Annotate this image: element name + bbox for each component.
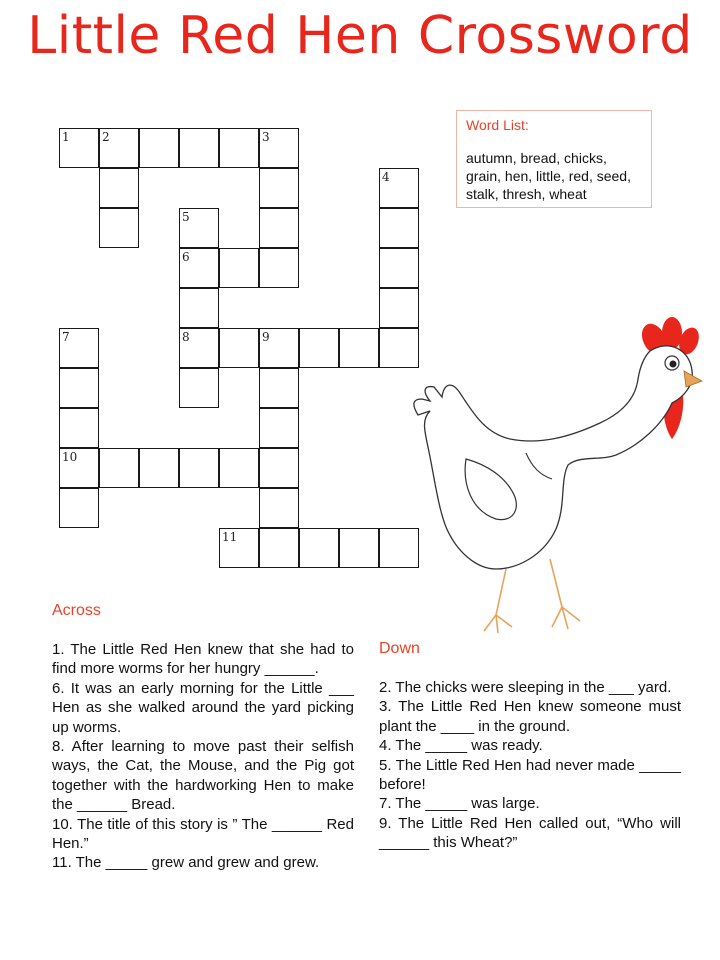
grid-cell[interactable] bbox=[99, 168, 139, 208]
grid-cell[interactable] bbox=[59, 368, 99, 408]
grid-cell[interactable] bbox=[99, 208, 139, 248]
down-clue: 5. The Little Red Hen had never made _____ before! bbox=[379, 756, 681, 794]
across-clue: 11. The _____ grew and grew and grew. bbox=[52, 854, 320, 872]
hen-legs-icon bbox=[484, 559, 580, 633]
grid-cell[interactable] bbox=[379, 248, 419, 288]
clue-number: 7 bbox=[62, 330, 70, 344]
clue-number: 6 bbox=[182, 250, 190, 264]
clue-number: 9 bbox=[262, 330, 270, 344]
grid-cell[interactable] bbox=[179, 368, 219, 408]
hen-illustration bbox=[400, 315, 720, 645]
hen-body-icon bbox=[414, 346, 692, 569]
grid-cell[interactable] bbox=[259, 448, 299, 488]
grid-cell[interactable] bbox=[99, 128, 139, 168]
grid-cell[interactable] bbox=[59, 488, 99, 528]
grid-cell[interactable] bbox=[59, 328, 99, 368]
grid-cell[interactable] bbox=[379, 168, 419, 208]
down-clue: 3. The Little Red Hen knew someone must plant the ____ in the ground. bbox=[379, 698, 681, 735]
word-list-heading: Word List: bbox=[466, 117, 529, 133]
grid-cell[interactable] bbox=[299, 328, 339, 368]
down-heading: Down bbox=[379, 640, 420, 657]
across-clue: 8. After learning to move past their selfish ways, the Cat, the Mouse, and the Pig got together with the hardworking Hen to make the ______ Bread. bbox=[52, 738, 354, 814]
clue-number: 1 bbox=[62, 130, 70, 144]
down-clue: 2. The chicks were sleeping in the ___ yard. bbox=[379, 679, 672, 696]
grid-cell[interactable] bbox=[179, 288, 219, 328]
grid-cell[interactable] bbox=[179, 448, 219, 488]
down-clue: 7. The _____ was large. bbox=[379, 795, 540, 813]
down-clue: 9. The Little Red Hen called out, “Who will ______ this Wheat?” bbox=[379, 814, 681, 852]
grid-cell[interactable] bbox=[259, 208, 299, 248]
grid-cell[interactable] bbox=[299, 528, 339, 568]
across-clue: 1. The Little Red Hen knew that she had to find more worms for her hungry ______. bbox=[52, 641, 354, 678]
grid-cell[interactable] bbox=[219, 248, 259, 288]
grid-cell[interactable] bbox=[259, 168, 299, 208]
grid-cell[interactable] bbox=[179, 248, 219, 288]
down-clue: 4. The _____ was ready. bbox=[379, 737, 543, 755]
hen-beak-icon bbox=[684, 371, 702, 387]
down-clues bbox=[379, 678, 681, 853]
grid-cell[interactable] bbox=[339, 328, 379, 368]
across-clue: 10. The title of this story is ” The ______ Red Hen.” bbox=[52, 815, 354, 853]
grid-cell[interactable] bbox=[179, 128, 219, 168]
clue-number: 10 bbox=[62, 450, 78, 464]
grid-cell[interactable] bbox=[219, 448, 259, 488]
clue-number: 5 bbox=[182, 210, 190, 224]
word-list-text: autumn, bread, chicks, grain, hen, little, red, seed, stalk, thresh, wheat bbox=[466, 150, 631, 202]
grid-cell[interactable] bbox=[179, 208, 219, 248]
across-clue: 6. It was an early morning for the Little ___ Hen as she walked around the yard picking up worms. bbox=[52, 679, 354, 736]
grid-cell[interactable] bbox=[59, 408, 99, 448]
grid-cell[interactable] bbox=[259, 488, 299, 528]
grid-cell[interactable] bbox=[219, 528, 259, 568]
grid-cell[interactable] bbox=[259, 368, 299, 408]
clue-number: 11 bbox=[222, 530, 238, 544]
page-title: Little Red Hen Crossword bbox=[27, 6, 693, 66]
grid-cell[interactable] bbox=[259, 528, 299, 568]
grid-cell[interactable] bbox=[259, 248, 299, 288]
clue-number: 4 bbox=[382, 170, 390, 184]
across-heading: Across bbox=[52, 602, 101, 619]
across-clues bbox=[52, 640, 354, 873]
grid-cell[interactable] bbox=[379, 208, 419, 248]
grid-cell[interactable] bbox=[259, 128, 299, 168]
grid-cell[interactable] bbox=[59, 128, 99, 168]
grid-cell[interactable] bbox=[179, 328, 219, 368]
grid-cell[interactable] bbox=[99, 448, 139, 488]
grid-cell[interactable] bbox=[219, 128, 259, 168]
grid-cell[interactable] bbox=[259, 328, 299, 368]
grid-cell[interactable] bbox=[139, 448, 179, 488]
word-list-box bbox=[456, 110, 652, 208]
grid-cell[interactable] bbox=[139, 128, 179, 168]
grid-cell[interactable] bbox=[219, 328, 259, 368]
clue-number: 8 bbox=[182, 330, 190, 344]
grid-cell[interactable] bbox=[259, 408, 299, 448]
clue-number: 3 bbox=[262, 130, 270, 144]
grid-cell[interactable] bbox=[339, 528, 379, 568]
grid-cell[interactable] bbox=[59, 448, 99, 488]
clue-number: 2 bbox=[102, 130, 110, 144]
